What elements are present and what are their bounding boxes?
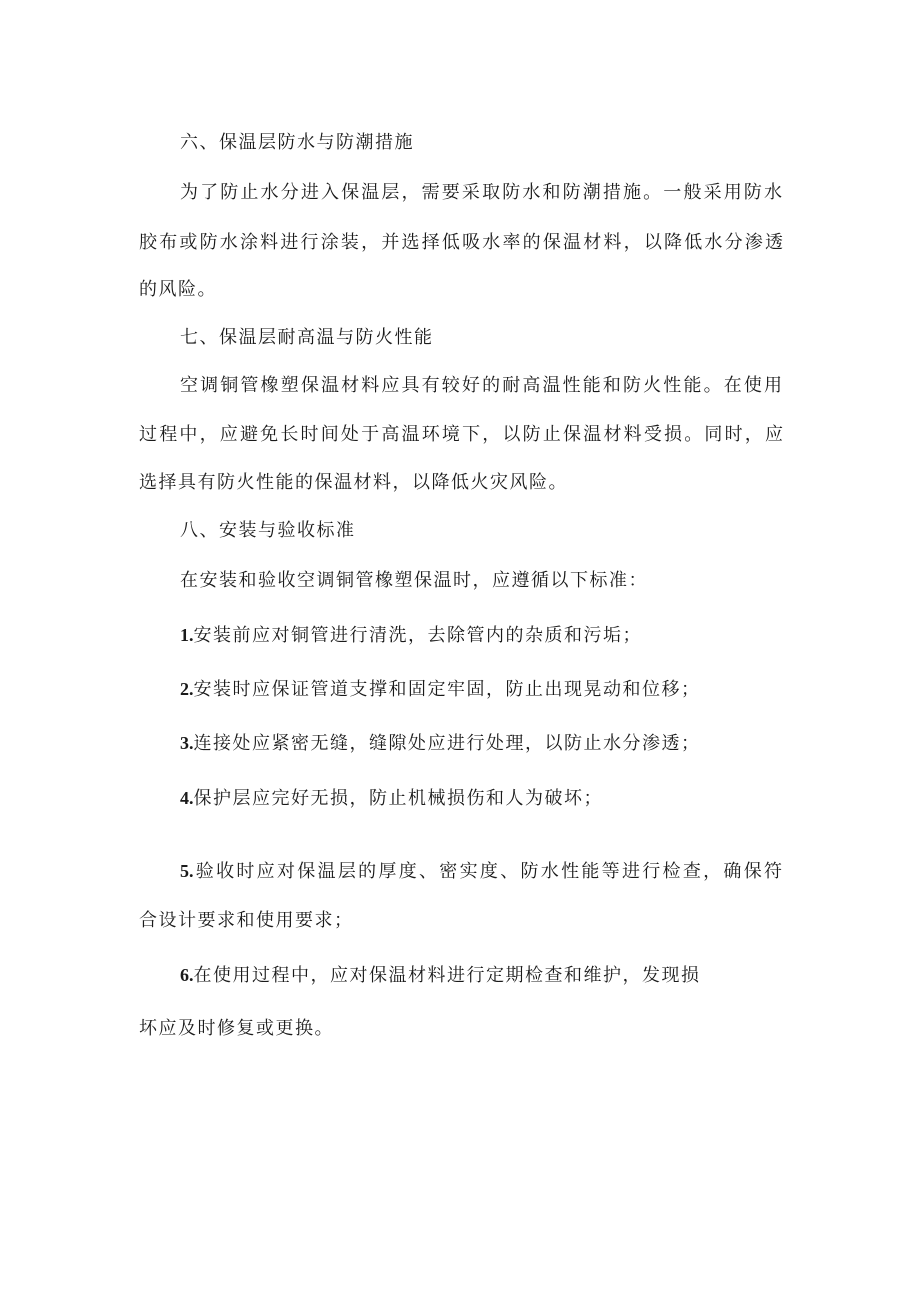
list-item: [180, 623, 642, 648]
list-item-text: 连接处应紧密无缝，缝隙处应进行处理，以防止水分渗透；: [193, 733, 701, 754]
list-item: [180, 963, 701, 988]
section-heading: 七、保温层耐高温与防火性能: [180, 327, 434, 348]
list-item-text: 安装时应保证管道支撑和固定牢固，防止出现晃动和位移；: [193, 679, 701, 700]
list-item-text: 保护层应完好无损，防止机械损伤和人为破坏；: [193, 788, 603, 809]
paragraph-line: 为了防止水分进入保温层，需要采取防水和防潮措施。一般采用防水: [180, 182, 782, 203]
paragraph-line: 过程中，应避免长时间处于高温环境下，以防止保温材料受损。同时，应: [139, 424, 783, 445]
section-heading: 六、保温层防水与防潮措施: [180, 132, 414, 153]
list-item-number: 1.: [180, 625, 194, 645]
list-item: [180, 786, 603, 811]
list-item-number: 4.: [180, 788, 194, 808]
list-item-continuation: 坏应及时修复或更换。: [139, 1018, 334, 1039]
paragraph-line: 的风险。: [139, 279, 217, 300]
list-item-number: 5.: [180, 861, 194, 881]
list-item-text: 在使用过程中，应对保温材料进行定期检查和维护，发现损: [193, 965, 701, 986]
paragraph-line: 在安装和验收空调铜管橡塑保温时，应遵循以下标准：: [180, 570, 648, 591]
list-item-text: 安装前应对铜管进行清洗，去除管内的杂质和污垢；: [193, 625, 642, 646]
list-item-text: 验收时应对保温层的厚度、密实度、防水性能等进行检查，确保符: [193, 861, 782, 882]
list-item: [180, 731, 701, 756]
list-item: [180, 677, 701, 702]
list-item: [180, 859, 782, 884]
paragraph-line: 空调铜管橡塑保温材料应具有较好的耐高温性能和防火性能。在使用: [180, 375, 782, 396]
list-item-number: 6.: [180, 965, 194, 985]
list-item-number: 3.: [180, 733, 194, 753]
list-item-continuation: 合设计要求和使用要求；: [139, 910, 354, 931]
list-item-number: 2.: [180, 679, 194, 699]
section-heading: 八、安装与验收标准: [180, 520, 356, 541]
paragraph-line: 选择具有防火性能的保温材料，以降低火灾风险。: [139, 472, 568, 493]
paragraph-line: 胶布或防水涂料进行涂装，并选择低吸水率的保温材料，以降低水分渗透: [139, 232, 783, 253]
